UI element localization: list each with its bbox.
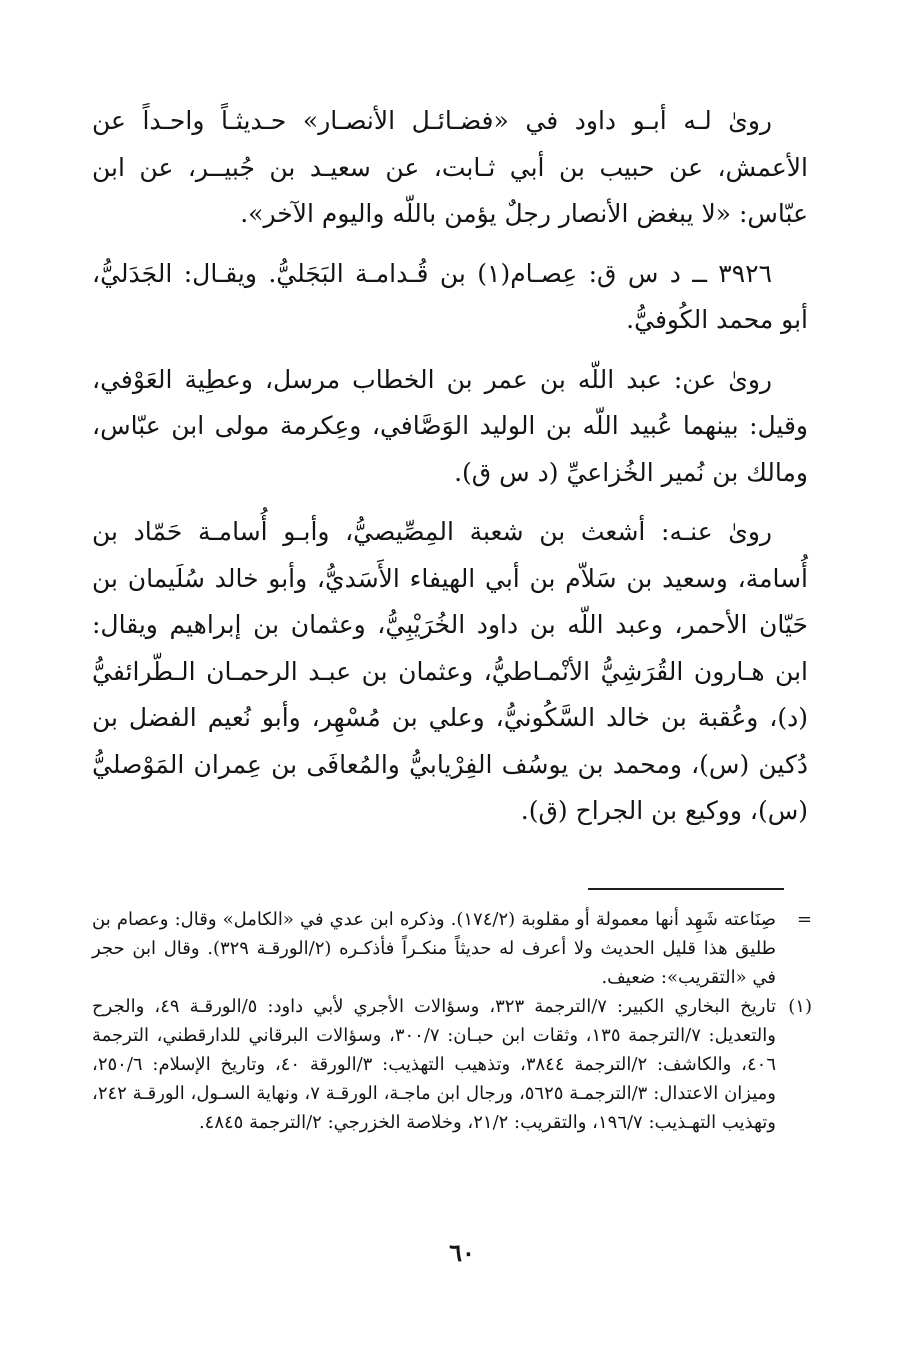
continuation-marker: = (796, 909, 812, 930)
paragraph-narrated-by: روىٰ عنـه: أشعث بن شعبة المِصِّيصيُّ، وأبـو أُسامـة حَمّاد بن أُسامة، وسعيد بن سَلاّم بن أبي الهيفاء الأَسَديُّ، وأبو خالد سُلَيمان بن حَيّان الأحمر، وعبد اللّه بن داود الخُرَيْبِيُّ، وعثمان بن إبراهيم ويقال: ابن هـارون القُرَشِيُّ الأنْمـاطيُّ، وعثمان بن عبـد الرحمـان الـطّرائفيُّ (د)، وعُقبة بن خالد السَّكُونيُّ، وعلي بن مُسْهِر، وأبو نُعيم الفضل بن دُكين (س)، ومحمد بن يوسُف الفِرْيابيُّ والمُعافَى بن عِمران المَوْصليُّ (س)، ووكيع بن الجراح (ق). (92, 517, 808, 825)
paragraph-narrated-from: روىٰ عن: عبد اللّه بن عمر بن الخطاب مرسل، وعطِية العَوْفي، وقيل: بينهما عُبيد اللّه بن الوليد الوَصَّافي، وعِكرمة مولى ابن عبّاس، ومالك بن نُمير الخُزاعيِّ (د س ق). (92, 364, 808, 487)
footnote-continuation-text: صِنَاعته شَهِد أنها معمولة أو مقلوبة (١٧٤/٢). وذكره ابن عدي في «الكامل» وقال: وعصام بن طليق هذا قليل الحديث ولا أعرف له حديثاً منكـراً فأذكـره (٢/الورقـة ٣٢٩). وقال ابن حجر في «التقريب»: ضعيف. (92, 909, 776, 988)
paragraph-narration: روىٰ لـه أبـو داود في «فضـائـل الأنصـار» حـديثـاً واحـداً عن الأعمش، عن حبيب بن أبي ثـابت، عن سعيـد بن جُبيــر، عن ابن عبّاس: «لا يبغض الأنصار رجلٌ يؤمن باللّه واليوم الآخر». (92, 106, 808, 228)
paragraph-entry-heading: ٣٩٢٦ ــ د س ق: عِصـام(١) بن قُـدامـة البَجَليُّ. ويقـال: الجَدَليُّ، أبو محمد الكُوفيُّ. (92, 258, 808, 334)
footnote-divider (588, 888, 784, 890)
footnote-1-text: تاريخ البخاري الكبير: ٧/الترجمة ٣٢٣، وسؤالات الأجري لأبي داود: ٥/الورقـة ٤٩، والجرح والتعديل: ٧/الترجمة ١٣٥، وثقات ابن حبـان: ٣٠٠/٧، وسؤالات البرقاني للدارقطني، الترجمة ٤٠٦، والكاشف: ٢/الترجمة ٣٨٤٤، وتذهيب التهذيب: ٣/الورقة ٤٠، وتاريخ الإسلام: ٢٥٠/٦، وميزان الاعتدال: ٣/الترجمـة ٥٦٢٥، ورجال ابن ماجـة، الورقـة ٧، ونهاية السـول، الورقـة ٢٤٢، وتهذيب التهـذيب: ١٩٦/٧، والتقريب: ٢١/٢، وخلاصة الخزرجي: ٢/الترجمة ٤٨٤٥. (92, 996, 777, 1133)
footnotes (92, 905, 812, 1137)
main-text (92, 98, 808, 848)
footnote-continuation (92, 905, 812, 992)
footnote-1 (92, 992, 812, 1137)
footnote-1-number: (١) (788, 996, 812, 1017)
page-number: ٦٠ (449, 1238, 475, 1267)
